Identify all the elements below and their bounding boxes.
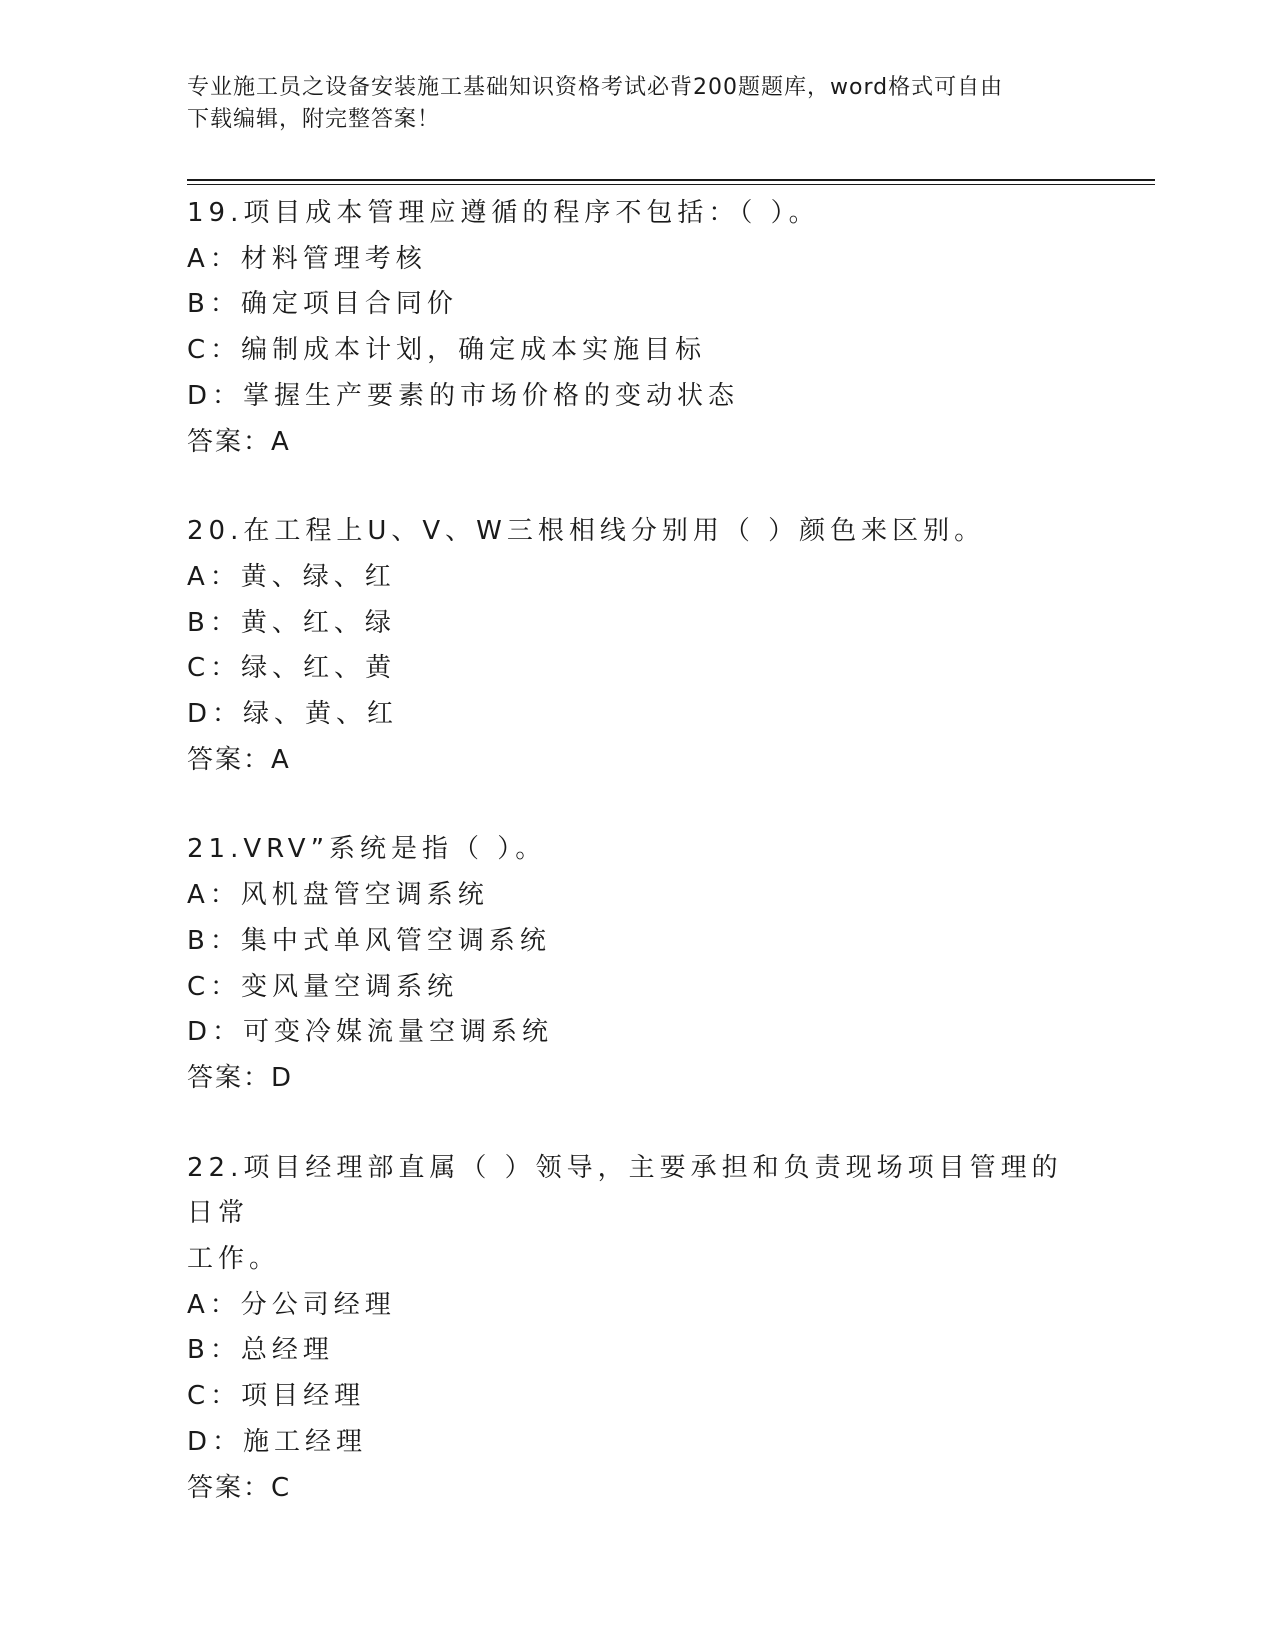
option-b: B：集中式单风管空调系统 (187, 925, 551, 956)
option-a: A：风机盘管空调系统 (187, 880, 489, 911)
option-a: A：分公司经理 (187, 1289, 396, 1320)
option-b: B：总经理 (187, 1335, 334, 1366)
header-divider-thin (187, 184, 1155, 185)
answer: 答案：D (187, 1062, 294, 1093)
option-c: C：绿、红、黄 (187, 653, 397, 684)
question-stem: 22.项目经理部直属（ ）领导，主要承担和负责现场项目管理的日常 (187, 1152, 1063, 1229)
header-line-2: 下载编辑，附完整答案！ (187, 107, 441, 132)
option-c: C：项目经理 (187, 1381, 366, 1412)
document-header (187, 72, 1087, 136)
option-d: D：可变冷媒流量空调系统 (187, 1017, 554, 1048)
option-d: D：掌握生产要素的市场价格的变动状态 (187, 380, 740, 411)
answer: 答案：A (187, 426, 291, 457)
question-22 (187, 1146, 1067, 1512)
question-stem: 21.VRV”系统是指（ ）。 (187, 834, 547, 865)
option-d: D：绿、黄、红 (187, 699, 399, 730)
question-20 (187, 509, 1067, 783)
option-a: A：黄、绿、红 (187, 561, 396, 592)
option-d: D：施工经理 (187, 1426, 368, 1457)
question-21 (187, 827, 1067, 1101)
answer: 答案：C (187, 1472, 292, 1503)
question-stem: 19.项目成本管理应遵循的程序不包括：（ ）。 (187, 198, 820, 228)
question-list (187, 191, 1067, 1555)
header-line-1: 专业施工员之设备安装施工基础知识资格考试必背200题题库，word格式可自由 (187, 75, 1004, 100)
header-divider-thick (187, 179, 1155, 181)
question-19 (187, 191, 1067, 465)
answer: 答案：A (187, 744, 291, 775)
option-c: C：编制成本计划，确定成本实施目标 (187, 335, 707, 366)
option-b: B：黄、红、绿 (187, 607, 396, 638)
question-stem-continued: 工作。 (187, 1244, 281, 1275)
option-c: C：变风量空调系统 (187, 971, 459, 1002)
option-a: A：材料管理考核 (187, 243, 427, 274)
question-stem: 20.在工程上U、V、W三根相线分别用（ ）颜色来区别。 (187, 516, 986, 547)
option-b: B：确定项目合同价 (187, 289, 458, 320)
